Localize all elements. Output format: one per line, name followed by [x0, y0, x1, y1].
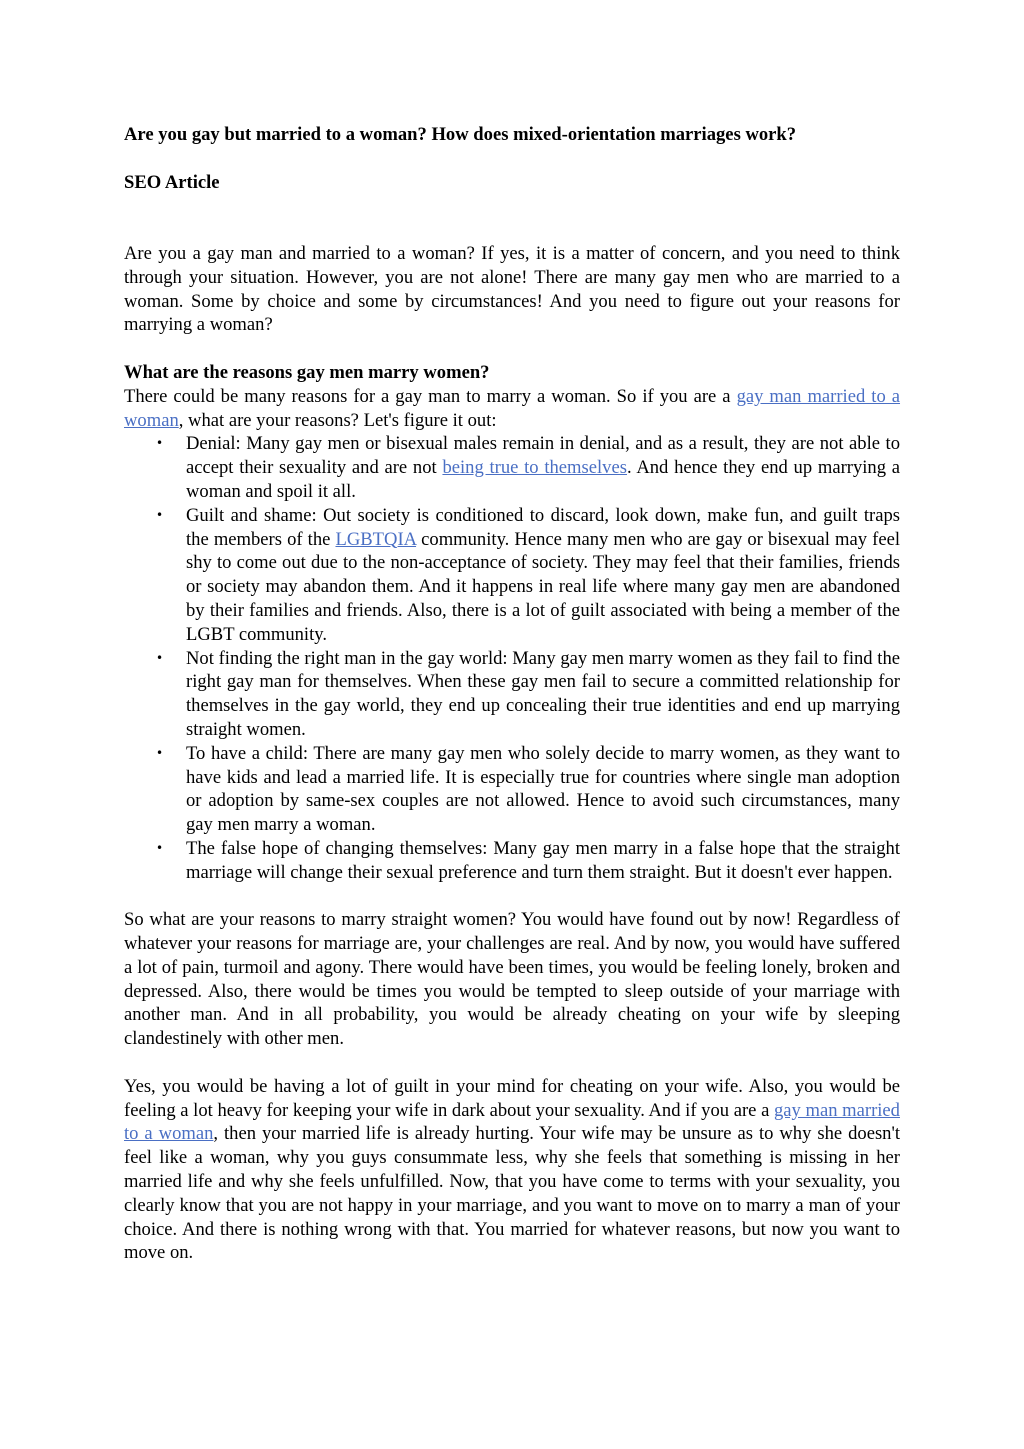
- document-title: Are you gay but married to a woman? How does mixed-orientation marriages work?: [124, 124, 797, 145]
- list-item-denial: [124, 432, 900, 503]
- paragraph-text-before: Yes, you would be having a lot of guilt in your mind for cheating on your wife. Also, you would be feeling a lot heavy for keeping your wife in dark about your sexuality. And if you are a: [124, 1075, 900, 1121]
- section-heading: What are the reasons gay men marry women?: [124, 361, 490, 383]
- lgbtqia-link[interactable]: LGBTQIA: [335, 528, 417, 550]
- list-item-text: Guilt and shame: Out society is conditioned to discard, look down, make fun, and guilt traps the members of the: [186, 504, 900, 550]
- list-item-guilt-and-shame: [124, 504, 900, 647]
- list-item-text: The false hope of changing themselves: Many gay men marry in a false hope that the straight marriage will change their sexual preference and turn them straight. But it doesn't ever happen.: [186, 837, 900, 883]
- bullet-icon: •: [156, 436, 164, 451]
- being-true-to-themselves-link[interactable]: being true to themselves: [442, 457, 627, 479]
- section-lead-text-after: , what are your reasons? Let's figure it out:: [178, 409, 497, 431]
- bullet-icon: •: [156, 650, 164, 665]
- document-page: [124, 123, 900, 1265]
- section-lead-text-before: There could be many reasons for a gay man to marry a woman. So if you are a: [124, 385, 737, 407]
- gay-man-married-link[interactable]: gay man married to a woman: [124, 385, 901, 431]
- intro-paragraph: Are you a gay man and married to a woman? If yes, it is a matter of concern, and you need to think through your situation. However, you are not alone! There are many gay men who are married to a woman. Some by choice and some by circumstances! And you need to figure out your reasons for marrying a woman?: [124, 242, 900, 336]
- reasons-list: [124, 432, 900, 884]
- list-item-text: . And hence they end up marrying a woman and spoil it all.: [186, 457, 901, 502]
- bullet-icon: •: [156, 840, 164, 855]
- bullet-icon: •: [156, 745, 164, 760]
- body-paragraph-reasons: So what are your reasons to marry straight women? You would have found out by now! Regardless of whatever your reasons for marriage are, your challenges are real. And by now, you would have suffered a lot of pain, turmoil and agony. There would have been times, you would be feeling lonely, broken and depressed. Also, there would be times you would be tempted to sleep outside of your marriage with another man. And in all probability, you would be already cheating on your wife by sleeping clandestinely with other men.: [124, 909, 900, 1050]
- list-item-to-have-a-child: [124, 742, 900, 837]
- list-item-text: To have a child: There are many gay men who solely decide to marry women, as they want to have kids and lead a married life. It is especially true for countries where single man adoption or adoption by same-sex couples are not allowed. Hence to avoid such circumstances, many gay men marry a woman.: [186, 742, 900, 836]
- list-item-text: Denial: Many gay men or bisexual males remain in denial, and as a result, they are not able to accept their sexuality and are not: [186, 433, 900, 479]
- paragraph-text-after: , then your married life is already hurting. Your wife may be unsure as to why she doesn't feel like a woman, why you guys consummate less, why she feels that something is missing in her married life and why she feels unfulfilled. Now, that you have come to terms with your sexuality, you clearly know that you are not happy in your marriage, and you want to move on to marry a man of your choice. And there is nothing wrong with that. You married for whatever reasons, but now you want to move on.: [124, 1123, 900, 1264]
- document-subtitle: SEO Article: [124, 171, 220, 193]
- gay-man-married-link-2[interactable]: gay man married to a woman: [124, 1099, 900, 1145]
- section-lead-paragraph: [124, 385, 900, 433]
- body-paragraph-guilt: [124, 1075, 900, 1265]
- list-item-not-finding-right-man: [124, 647, 900, 742]
- bullet-icon: •: [156, 507, 164, 522]
- list-item-false-hope: [124, 837, 900, 885]
- list-item-text: community. Hence many men who are gay or bisexual may feel shy to come out due to the non-acceptance of society. They may feel that their families, friends or society may abandon them. And it happens in real life where many gay men are abandoned by their families and friends. Also, there is a lot of guilt associated with being a member of the LGBT community.: [186, 528, 900, 645]
- list-item-text: Not finding the right man in the gay world: Many gay men marry women as they fail to find the right gay man for themselves. When these gay men fail to secure a committed relationship for themselves in the gay world, they end up concealing their true identities and end up marrying straight women.: [186, 647, 900, 740]
